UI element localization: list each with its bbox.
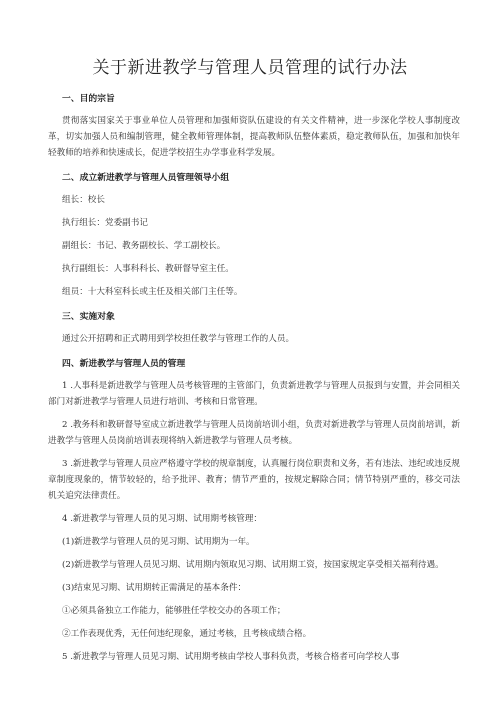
target-paragraph: 通过公开招聘和正式聘用到学校担任教学与管理工作的人员。 [62, 334, 295, 344]
document-body [0, 92, 500, 665]
management-item-1: 1 .人事科是新进教学与管理人员考核管理的主管部门，负责新进教学与管理人员报到与安置，并会同相关部门对新进教学与管理人员进行培训、考核和日常管理。 [48, 381, 460, 407]
management-item-5: 5 .新进教学与管理人员见习期、试用期考核由学校人事科负责，考核合格者可向学校人事 [62, 652, 400, 662]
section-heading-target: 三、实施对象 [62, 312, 115, 322]
member-line: 组长：校长 [62, 195, 105, 205]
member-line: 副组长：书记、教务副校长、学工副校长。 [62, 241, 226, 251]
member-line: 执行副组长：人事科科长、教研督导室主任。 [62, 264, 234, 274]
condition-2: ②工作表现优秀，无任何违纪现象，通过考核，且考核成绩合格。 [62, 629, 312, 639]
member-line: 组员：十大科室科长或主任及相关部门主任等。 [62, 287, 243, 297]
condition-1: ①必须具备独立工作能力，能够胜任学校交办的各项工作； [62, 606, 286, 616]
management-item-2: 2 .教务科和教研督导室成立新进教学与管理人员岗前培训小组，负责对新进教学与管理人员岗前培训，新进教学与管理人员岗前培训表现将纳入新进教学与管理人员考核。 [48, 420, 460, 446]
member-line: 执行组长：党委副书记 [62, 218, 148, 228]
management-item-4-1: (1)新进教学与管理人员的见习期、试用期为一年。 [62, 537, 255, 547]
document-title: 关于新进教学与管理人员管理的试行办法 [92, 58, 408, 78]
section-heading-leadership-group: 二、成立新进教学与管理人员管理领导小组 [62, 173, 230, 183]
management-item-4-2: (2)新进教学与管理人员见习期、试用期内领取见习期、试用期工资，按国家规定享受相关福利待遇。 [62, 560, 444, 570]
management-item-4: 4 .新进教学与管理人员的见习期、试用期考核管理： [62, 514, 262, 524]
purpose-paragraph: 贯彻落实国家关于事业单位人员管理和加强师资队伍建设的有关文件精神，进一步深化学校人事制度改革，切实加强人员和编制管理，健全教师管理体制，提高教师队伍整体素质，稳定教师队伍，加强和加快年轻教师的培养和快速成长，促进学校招生办学事业科学发展。 [48, 116, 460, 158]
section-heading-management: 四、新进教学与管理人员的管理 [62, 359, 186, 369]
section-heading-purpose: 一、目的宗旨 [62, 94, 115, 104]
management-item-4-3: (3)结束见习期、试用期转正需满足的基本条件： [62, 583, 247, 593]
management-item-3: 3 .新进教学与管理人员应严格遵守学校的规章制度，认真履行岗位职责和义务，若有违法、违纪或违反规章制度现象的，情节较轻的，给予批评、教育；情节严重的，按规定解除合同；情节特别严重的，移交司法机关追究法律责任。 [48, 459, 460, 501]
